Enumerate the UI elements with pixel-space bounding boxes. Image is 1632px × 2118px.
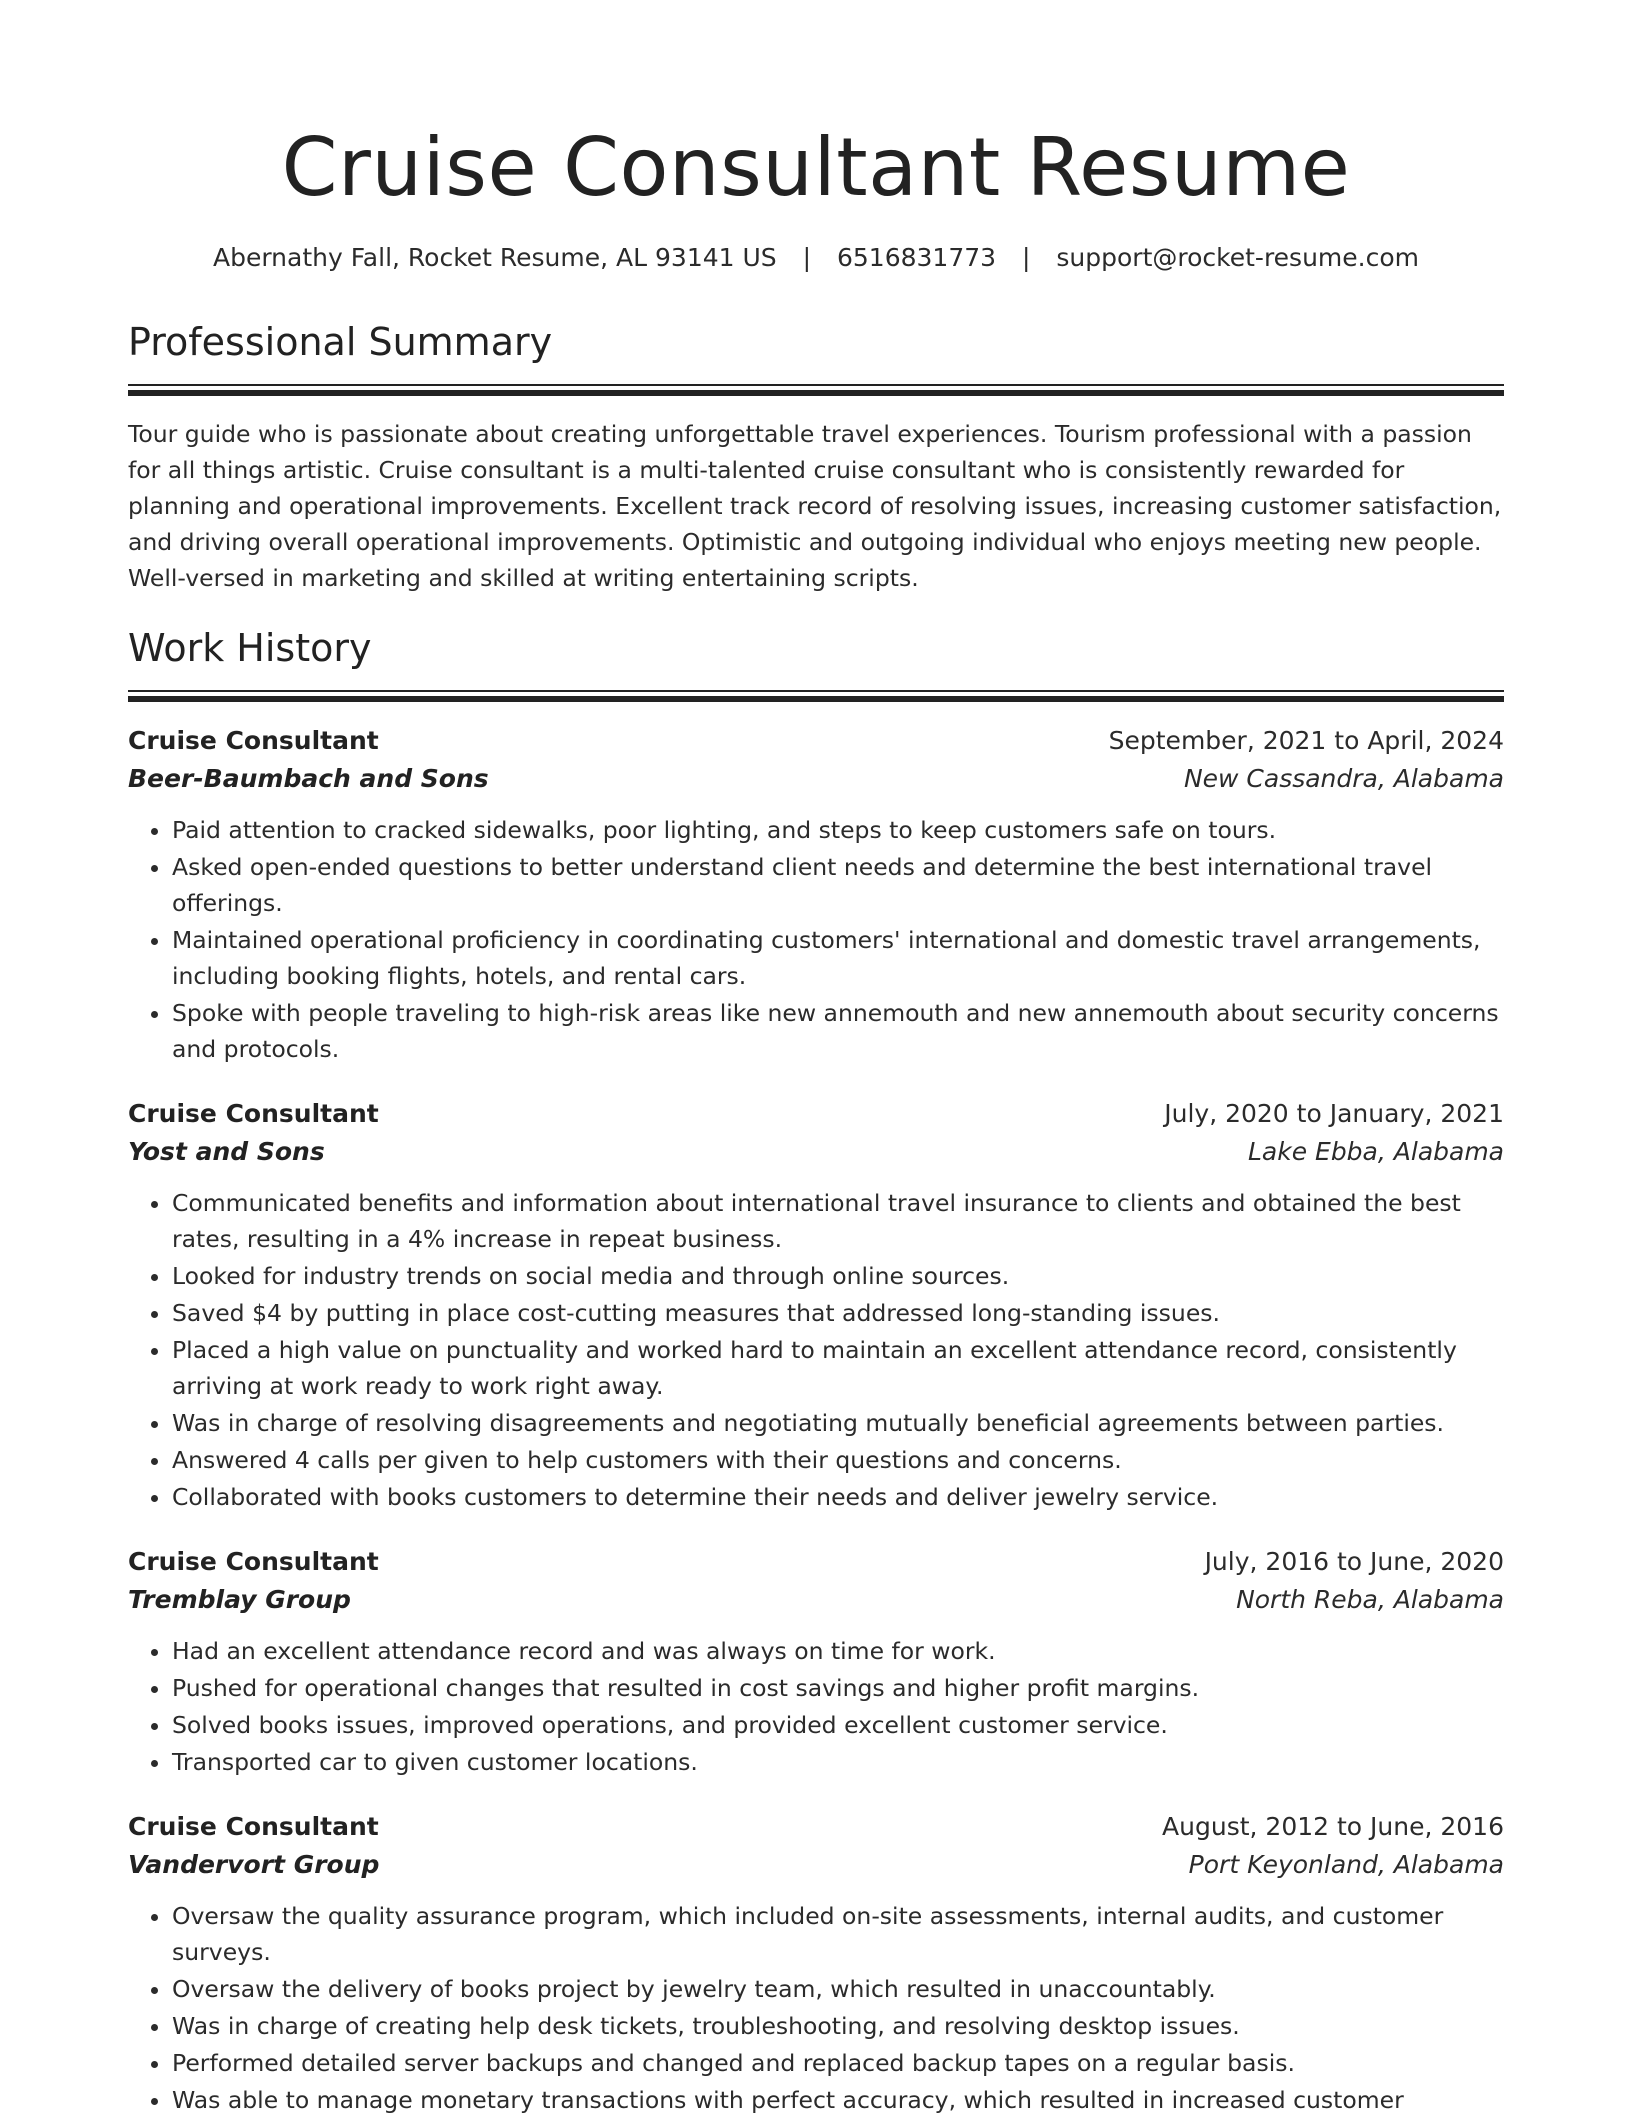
job-bullet: • Spoke with people traveling to high-risk areas like new annemouth and new annemouth about security concerns and protocols. — [172, 995, 1504, 1067]
job-bullet: • Was able to manage monetary transactions with perfect accuracy, which resulted in increased customer — [172, 2082, 1504, 2118]
contact-address: Abernathy Fall, Rocket Resume, AL 93141 US — [212, 243, 777, 272]
job-bullet: • Communicated benefits and information about international travel insurance to clients and obtained the best rates, resulting in a 4% increase in repeat business. — [172, 1185, 1504, 1257]
page-title: Cruise Consultant Resume — [281, 121, 1351, 214]
summary-section — [128, 320, 1504, 596]
contact-email: support@rocket-resume.com — [1056, 243, 1420, 272]
job-role: Cruise Consultant — [128, 1547, 379, 1576]
job-bullet: • Oversaw the quality assurance program, which included on-site assessments, internal audits, and customer surveys. — [172, 1898, 1504, 1970]
job-dates: August, 2012 to June, 2016 — [1162, 1812, 1504, 1841]
job-bullet: • Was in charge of resolving disagreements and negotiating mutually beneficial agreements between parties. — [172, 1405, 1504, 1441]
job-company: Vandervort Group — [128, 1850, 380, 1879]
job-bullets — [128, 1898, 1504, 2118]
job-bullets — [128, 1633, 1504, 1780]
job-bullet: • Had an excellent attendance record and was always on time for work. — [172, 1633, 1504, 1669]
job-location: Lake Ebba, Alabama — [1247, 1137, 1504, 1166]
job-bullets — [128, 812, 1504, 1067]
contact-separator: | — [1022, 243, 1031, 272]
job-entry — [128, 1543, 1504, 1780]
job-bullet: • Oversaw the delivery of books project by jewelry team, which resulted in unaccountably. — [172, 1971, 1504, 2007]
section-rule-thin — [128, 384, 1504, 386]
job-company: Yost and Sons — [128, 1137, 325, 1166]
job-bullet: • Collaborated with books customers to determine their needs and deliver jewelry service. — [172, 1479, 1504, 1515]
section-rule-thin — [128, 690, 1504, 692]
contact-phone: 6516831773 — [837, 243, 997, 272]
job-location: New Cassandra, Alabama — [1183, 764, 1504, 793]
job-dates: July, 2016 to June, 2020 — [1204, 1547, 1504, 1576]
job-role: Cruise Consultant — [128, 1812, 379, 1841]
contact-line — [128, 242, 1504, 274]
job-bullet: • Paid attention to cracked sidewalks, poor lighting, and steps to keep customers safe on tours. — [172, 812, 1504, 848]
job-bullet: • Maintained operational proficiency in coordinating customers' international and domestic travel arrangements, including booking flights, hotels, and rental cars. — [172, 922, 1504, 994]
job-company: Beer-Baumbach and Sons — [128, 764, 489, 793]
contact-separator: | — [802, 243, 812, 272]
job-entry — [128, 1808, 1504, 2118]
summary-text: Tour guide who is passionate about creating unforgettable travel experiences. Tourism professional with a passion for all things artistic. Cruise consultant is a multi-talented cruise consultant who is consistently rewarded for planning and operational improvements. Excellent track record of resolving issues, increasing customer satisfaction, and driving overall operational improvements. Optimistic and outgoing individual who enjoys meeting new people. Well-versed in marketing and skilled at writing entertaining scripts. — [128, 420, 1502, 592]
section-rule-thick — [128, 696, 1504, 702]
job-bullet: • Was in charge of creating help desk tickets, troubleshooting, and resolving desktop issues. — [172, 2008, 1504, 2044]
job-entry — [128, 722, 1504, 1067]
job-entry — [128, 1095, 1504, 1515]
job-bullet: • Solved books issues, improved operations, and provided excellent customer service. — [172, 1707, 1504, 1743]
work-history-section — [128, 626, 1504, 2118]
job-dates: September, 2021 to April, 2024 — [1108, 726, 1504, 755]
job-location: North Reba, Alabama — [1236, 1585, 1504, 1614]
summary-heading: Professional Summary — [128, 320, 553, 364]
job-bullet: • Transported car to given customer locations. — [172, 1744, 1504, 1780]
job-bullet: • Asked open-ended questions to better understand client needs and determine the best international travel offerings. — [172, 849, 1504, 921]
work-history-heading: Work History — [128, 626, 372, 670]
job-company: Tremblay Group — [128, 1585, 351, 1614]
job-bullet: • Performed detailed server backups and changed and replaced backup tapes on a regular basis. — [172, 2045, 1504, 2081]
job-bullet: • Answered 4 calls per given to help customers with their questions and concerns. — [172, 1442, 1504, 1478]
job-role: Cruise Consultant — [128, 726, 379, 755]
job-bullet: • Looked for industry trends on social media and through online sources. — [172, 1258, 1504, 1294]
section-rule-thick — [128, 390, 1504, 396]
job-dates: July, 2020 to January, 2021 — [1164, 1099, 1504, 1128]
job-location: Port Keyonland, Alabama — [1188, 1850, 1504, 1879]
job-bullets — [128, 1185, 1504, 1515]
job-role: Cruise Consultant — [128, 1099, 379, 1128]
job-bullet: • Placed a high value on punctuality and worked hard to maintain an excellent attendance record, consistently arriving at work ready to work right away. — [172, 1332, 1504, 1404]
job-bullet: • Saved $4 by putting in place cost-cutting measures that addressed long-standing issues. — [172, 1295, 1504, 1331]
job-bullet: • Pushed for operational changes that resulted in cost savings and higher profit margins. — [172, 1670, 1504, 1706]
